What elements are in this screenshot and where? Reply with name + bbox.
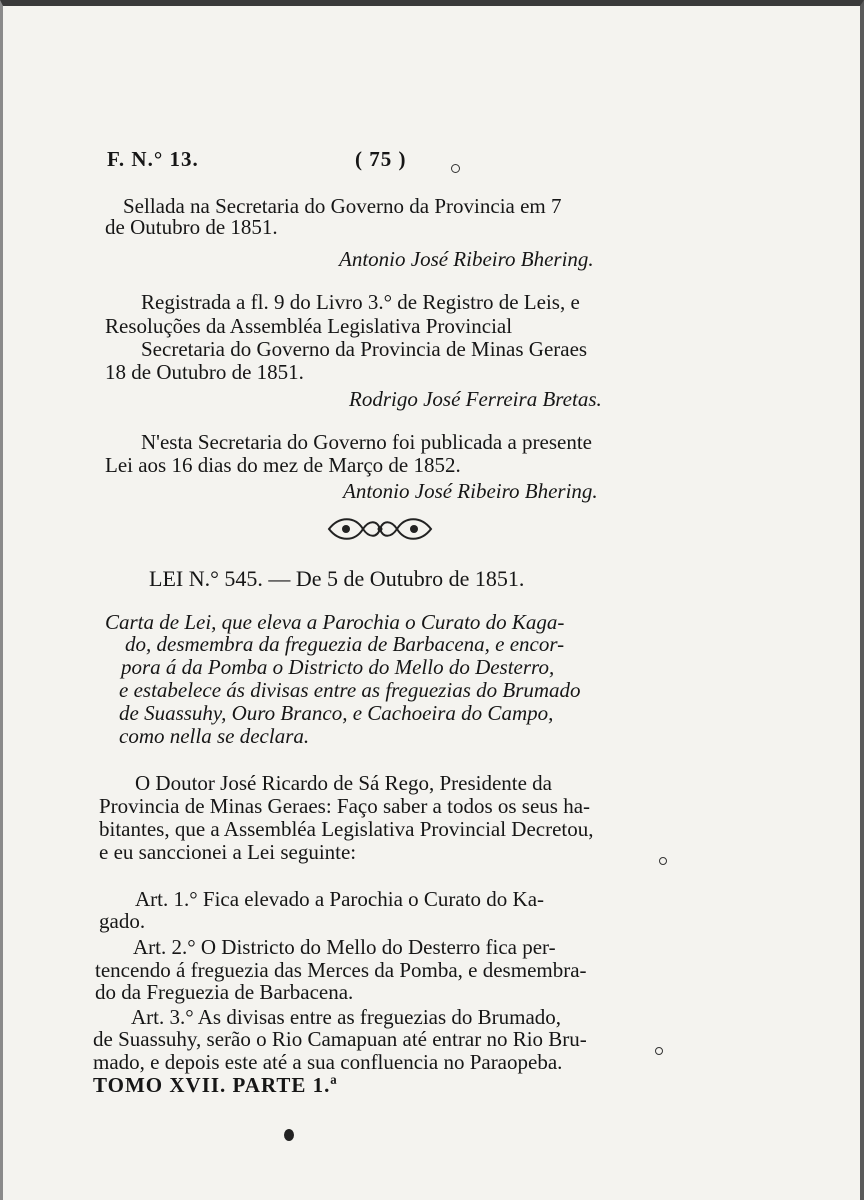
preamble-line-4: e eu sanccionei a Lei seguinte: <box>99 840 357 864</box>
block3-line1: N'esta Secretaria do Governo foi publicada a presente <box>141 430 593 454</box>
summary-line-3: pora á da Pomba o Districto do Mello do Desterro, <box>121 655 555 679</box>
article-3-line-2: de Suassuhy, serão o Rio Camapuan até entrar no Rio Bru- <box>93 1027 587 1051</box>
folio-mark: F. N.° 13. <box>107 147 199 171</box>
article-2-line-1: Art. 2.° O Districto do Mello do Desterro fica per- <box>133 935 556 959</box>
block1-line2: de Outubro de 1851. <box>105 215 278 239</box>
block2-line3: Secretaria do Governo da Provincia de Minas Geraes <box>141 337 588 361</box>
article-2-line-3: do da Freguezia de Barbacena. <box>95 980 354 1004</box>
preamble-line-1: O Doutor José Ricardo de Sá Rego, Presidente da <box>135 771 552 795</box>
article-2-line-2: tencendo á freguezia das Merces da Pomba, e desmembra- <box>95 958 587 982</box>
summary-line-4: e estabelece ás divisas entre as freguezias do Brumado <box>119 678 581 702</box>
ink-blot-mark <box>284 1129 294 1141</box>
summary-line-2: do, desmembra da freguezia de Barbacena, e encor- <box>125 632 565 656</box>
ornament-divider-icon <box>325 514 435 544</box>
preamble-line-2: Provincia de Minas Geraes: Faço saber a todos os seus ha- <box>99 794 591 818</box>
ink-ring-mark <box>655 1047 663 1055</box>
block2-line4: 18 de Outubro de 1851. <box>105 360 304 384</box>
summary-line-6: como nella se declara. <box>119 724 310 748</box>
volume-footer: TOMO XVII. PARTE 1.ª <box>93 1073 338 1097</box>
article-3-line-1: Art. 3.° As divisas entre as freguezias do Brumado, <box>131 1005 562 1029</box>
summary-line-5: de Suassuhy, Ouro Branco, e Cachoeira do Campo, <box>119 701 554 725</box>
summary-line-1: Carta de Lei, que eleva a Parochia o Curato do Kaga- <box>105 610 565 634</box>
signature-bretas: Rodrigo José Ferreira Bretas. <box>349 387 602 411</box>
article-1-line-1: Art. 1.° Fica elevado a Parochia o Curato do Ka- <box>135 887 545 911</box>
signature-bhering-1: Antonio José Ribeiro Bhering. <box>339 247 594 271</box>
block3-line2: Lei aos 16 dias do mez de Março de 1852. <box>105 453 461 477</box>
preamble-line-3: bitantes, que a Assembléa Legislativa Provincial Decretou, <box>99 817 594 841</box>
article-3-line-3: mado, e depois este até a sua confluencia no Paraopeba. <box>93 1050 563 1074</box>
text: Sellada na Secretaria do Governo da Provincia em 7 <box>123 194 562 218</box>
block2-line2: Resoluções da Assembléa Legislativa Provincial <box>105 314 513 338</box>
ink-ring-mark <box>451 164 460 173</box>
signature-bhering-2: Antonio José Ribeiro Bhering. <box>343 479 598 503</box>
article-1-line-2: gado. <box>99 909 146 933</box>
ink-ring-mark <box>659 857 667 865</box>
law-title: LEI N.° 545. — De 5 de Outubro de 1851. <box>149 566 525 591</box>
block2-line1: Registrada a fl. 9 do Livro 3.° de Registro de Leis, e <box>141 290 580 314</box>
page-number: ( 75 ) <box>355 147 407 171</box>
